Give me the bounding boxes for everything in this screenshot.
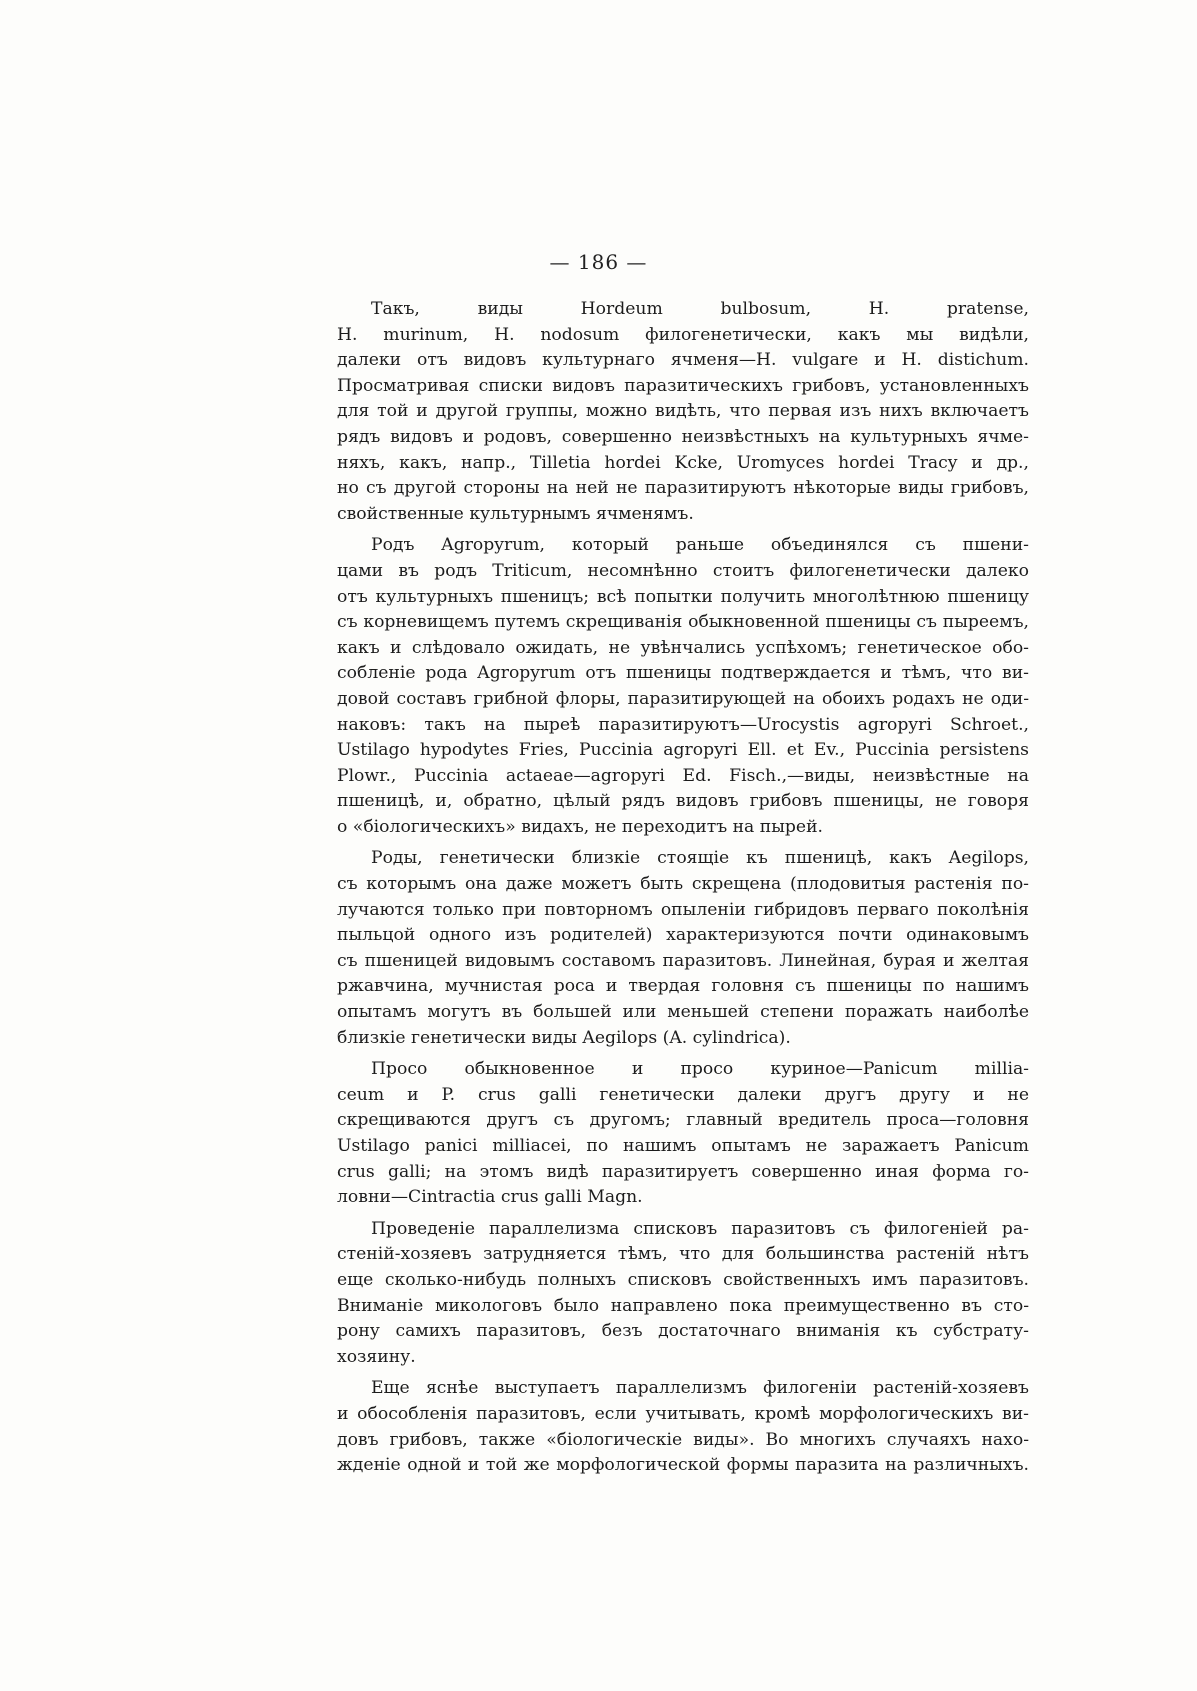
text-line: съ пшеницей видовымъ составомъ паразитовъ. Линейная, бурая и желтая bbox=[337, 950, 1029, 971]
text-line: ceum и P. crus galli генетически далеки другъ другу и не bbox=[337, 1084, 1029, 1105]
text-line: рону самихъ паразитовъ, безъ достаточнаго вниманія къ субстрату- bbox=[337, 1321, 1029, 1342]
text-line: и обособленія паразитовъ, если учитывать, кромѣ морфологическихъ ви- bbox=[337, 1403, 1029, 1424]
body-text bbox=[337, 297, 1029, 1485]
text-line: довъ грибовъ, также «біологическіе виды». Во многихъ случаяхъ нахо- bbox=[337, 1429, 1029, 1450]
text-line: Вниманіе микологовъ было направлено пока преимущественно въ сто- bbox=[337, 1295, 1029, 1316]
text-line: близкіе генетически виды Aegilops (A. cylindrica). bbox=[337, 1027, 791, 1048]
text-line: ловни—Cintractia crus galli Magn. bbox=[337, 1187, 643, 1208]
text-line: цами въ родъ Triticum, несомнѣнно стоитъ филогенетически далеко bbox=[337, 560, 1029, 581]
text-line: жденіе одной и той же морфологической формы паразита на различныхъ. bbox=[337, 1455, 1029, 1476]
text-line: скрещиваются другъ съ другомъ; главный вредитель проса—головня bbox=[337, 1110, 1029, 1131]
text-line: Роды, генетически близкіе стоящіе къ пшеницѣ, какъ Aegilops, bbox=[371, 848, 1029, 869]
text-line: пыльцой одного изъ родителей) характеризуются почти одинаковымъ bbox=[337, 925, 1029, 946]
text-line: далеки отъ видовъ культурнаго ячменя—H. vulgare и H. distichum. bbox=[337, 350, 1029, 371]
text-line: свойственные культурнымъ ячменямъ. bbox=[337, 503, 694, 524]
text-line: Просо обыкновенное и просо куриное—Panicum millia- bbox=[371, 1059, 1029, 1080]
paragraph-4 bbox=[337, 1057, 1029, 1211]
text-line: Родъ Agropyrum, который раньше объединялся съ пшени- bbox=[371, 535, 1029, 556]
text-line: съ которымъ она даже можетъ быть скрещена (плодовитыя растенія по- bbox=[337, 874, 1029, 895]
text-line: Просматривая списки видовъ паразитическихъ грибовъ, установленныхъ bbox=[337, 375, 1029, 396]
text-line: какъ и слѣдовало ожидать, не увѣнчались успѣхомъ; генетическое обо- bbox=[337, 637, 1029, 658]
text-line: съ корневищемъ путемъ скрещиванія обыкновенной пшеницы съ пыреемъ, bbox=[337, 612, 1029, 633]
text-line: crus galli; на этомъ видѣ паразитируетъ совершенно иная форма го- bbox=[337, 1161, 1029, 1182]
text-line: Ustilago hypodytes Fries, Puccinia agropyri Ell. et Ev., Puccinia persistens bbox=[337, 740, 1029, 761]
text-line: опытамъ могутъ въ большей или меньшей степени поражать наиболѣе bbox=[337, 1002, 1029, 1023]
paragraph-5 bbox=[337, 1217, 1029, 1371]
text-line: Такъ, виды Hordeum bulbosum, H. pratense, bbox=[371, 299, 1029, 319]
text-line: рядъ видовъ и родовъ, совершенно неизвѣстныхъ на культурныхъ ячме- bbox=[337, 426, 1029, 447]
page-number: — 186 — bbox=[549, 250, 648, 274]
paragraph-6 bbox=[337, 1376, 1029, 1478]
paragraph-2 bbox=[337, 533, 1029, 840]
text-line: Plowr., Puccinia actaeae—agropyri Ed. Fisch.,—виды, неизвѣстные на bbox=[337, 765, 1029, 786]
text-line: собленіе рода Agropyrum отъ пшеницы подтверждается и тѣмъ, что ви- bbox=[337, 663, 1029, 684]
text-line: довой составъ грибной флоры, паразитирующей на обоихъ родахъ не оди- bbox=[337, 688, 1029, 709]
paragraph-1 bbox=[337, 297, 1029, 527]
text-line: еще сколько-нибудь полныхъ списковъ свойственныхъ имъ паразитовъ. bbox=[337, 1269, 1029, 1290]
text-line: лучаются только при повторномъ опыленіи гибридовъ перваго поколѣнія bbox=[337, 899, 1029, 920]
text-line: о «біологическихъ» видахъ, не переходитъ на пырей. bbox=[337, 816, 824, 837]
text-line: хозяину. bbox=[337, 1346, 416, 1367]
text-line: Еще яснѣе выступаетъ параллелизмъ филогеніи растеній-хозяевъ bbox=[371, 1378, 1029, 1399]
text-line: наковъ: такъ на пыреѣ паразитируютъ—Urocystis agropyri Schroet., bbox=[337, 714, 1029, 735]
text-line: но съ другой стороны на ней не паразитируютъ нѣкоторые виды грибовъ, bbox=[337, 478, 1029, 499]
text-line: стеній-хозяевъ затрудняется тѣмъ, что для большинства растеній нѣтъ bbox=[337, 1244, 1029, 1265]
text-line: пшеницѣ, и, обратно, цѣлый рядъ видовъ грибовъ пшеницы, не говоря bbox=[337, 791, 1029, 812]
text-line: Проведеніе параллелизма списковъ паразитовъ съ филогеніей ра- bbox=[371, 1218, 1029, 1239]
text-line: ржавчина, мучнистая роса и твердая головня съ пшеницы по нашимъ bbox=[337, 976, 1029, 997]
paragraph-3 bbox=[337, 846, 1029, 1051]
text-line: отъ культурныхъ пшеницъ; всѣ попытки получить многолѣтнюю пшеницу bbox=[337, 586, 1029, 607]
text-line: H. murinum, H. nodosum филогенетически, какъ мы видѣли, bbox=[337, 324, 1029, 345]
text-line: няхъ, какъ, напр., Tilletia hordei Kcke, Uromyces hordei Tracy и др., bbox=[337, 452, 1029, 473]
text-line: для той и другой группы, можно видѣть, что первая изъ нихъ включаетъ bbox=[337, 401, 1029, 422]
text-line: Ustilago panici milliacei, по нашимъ опытамъ не заражаетъ Panicum bbox=[337, 1136, 1029, 1156]
